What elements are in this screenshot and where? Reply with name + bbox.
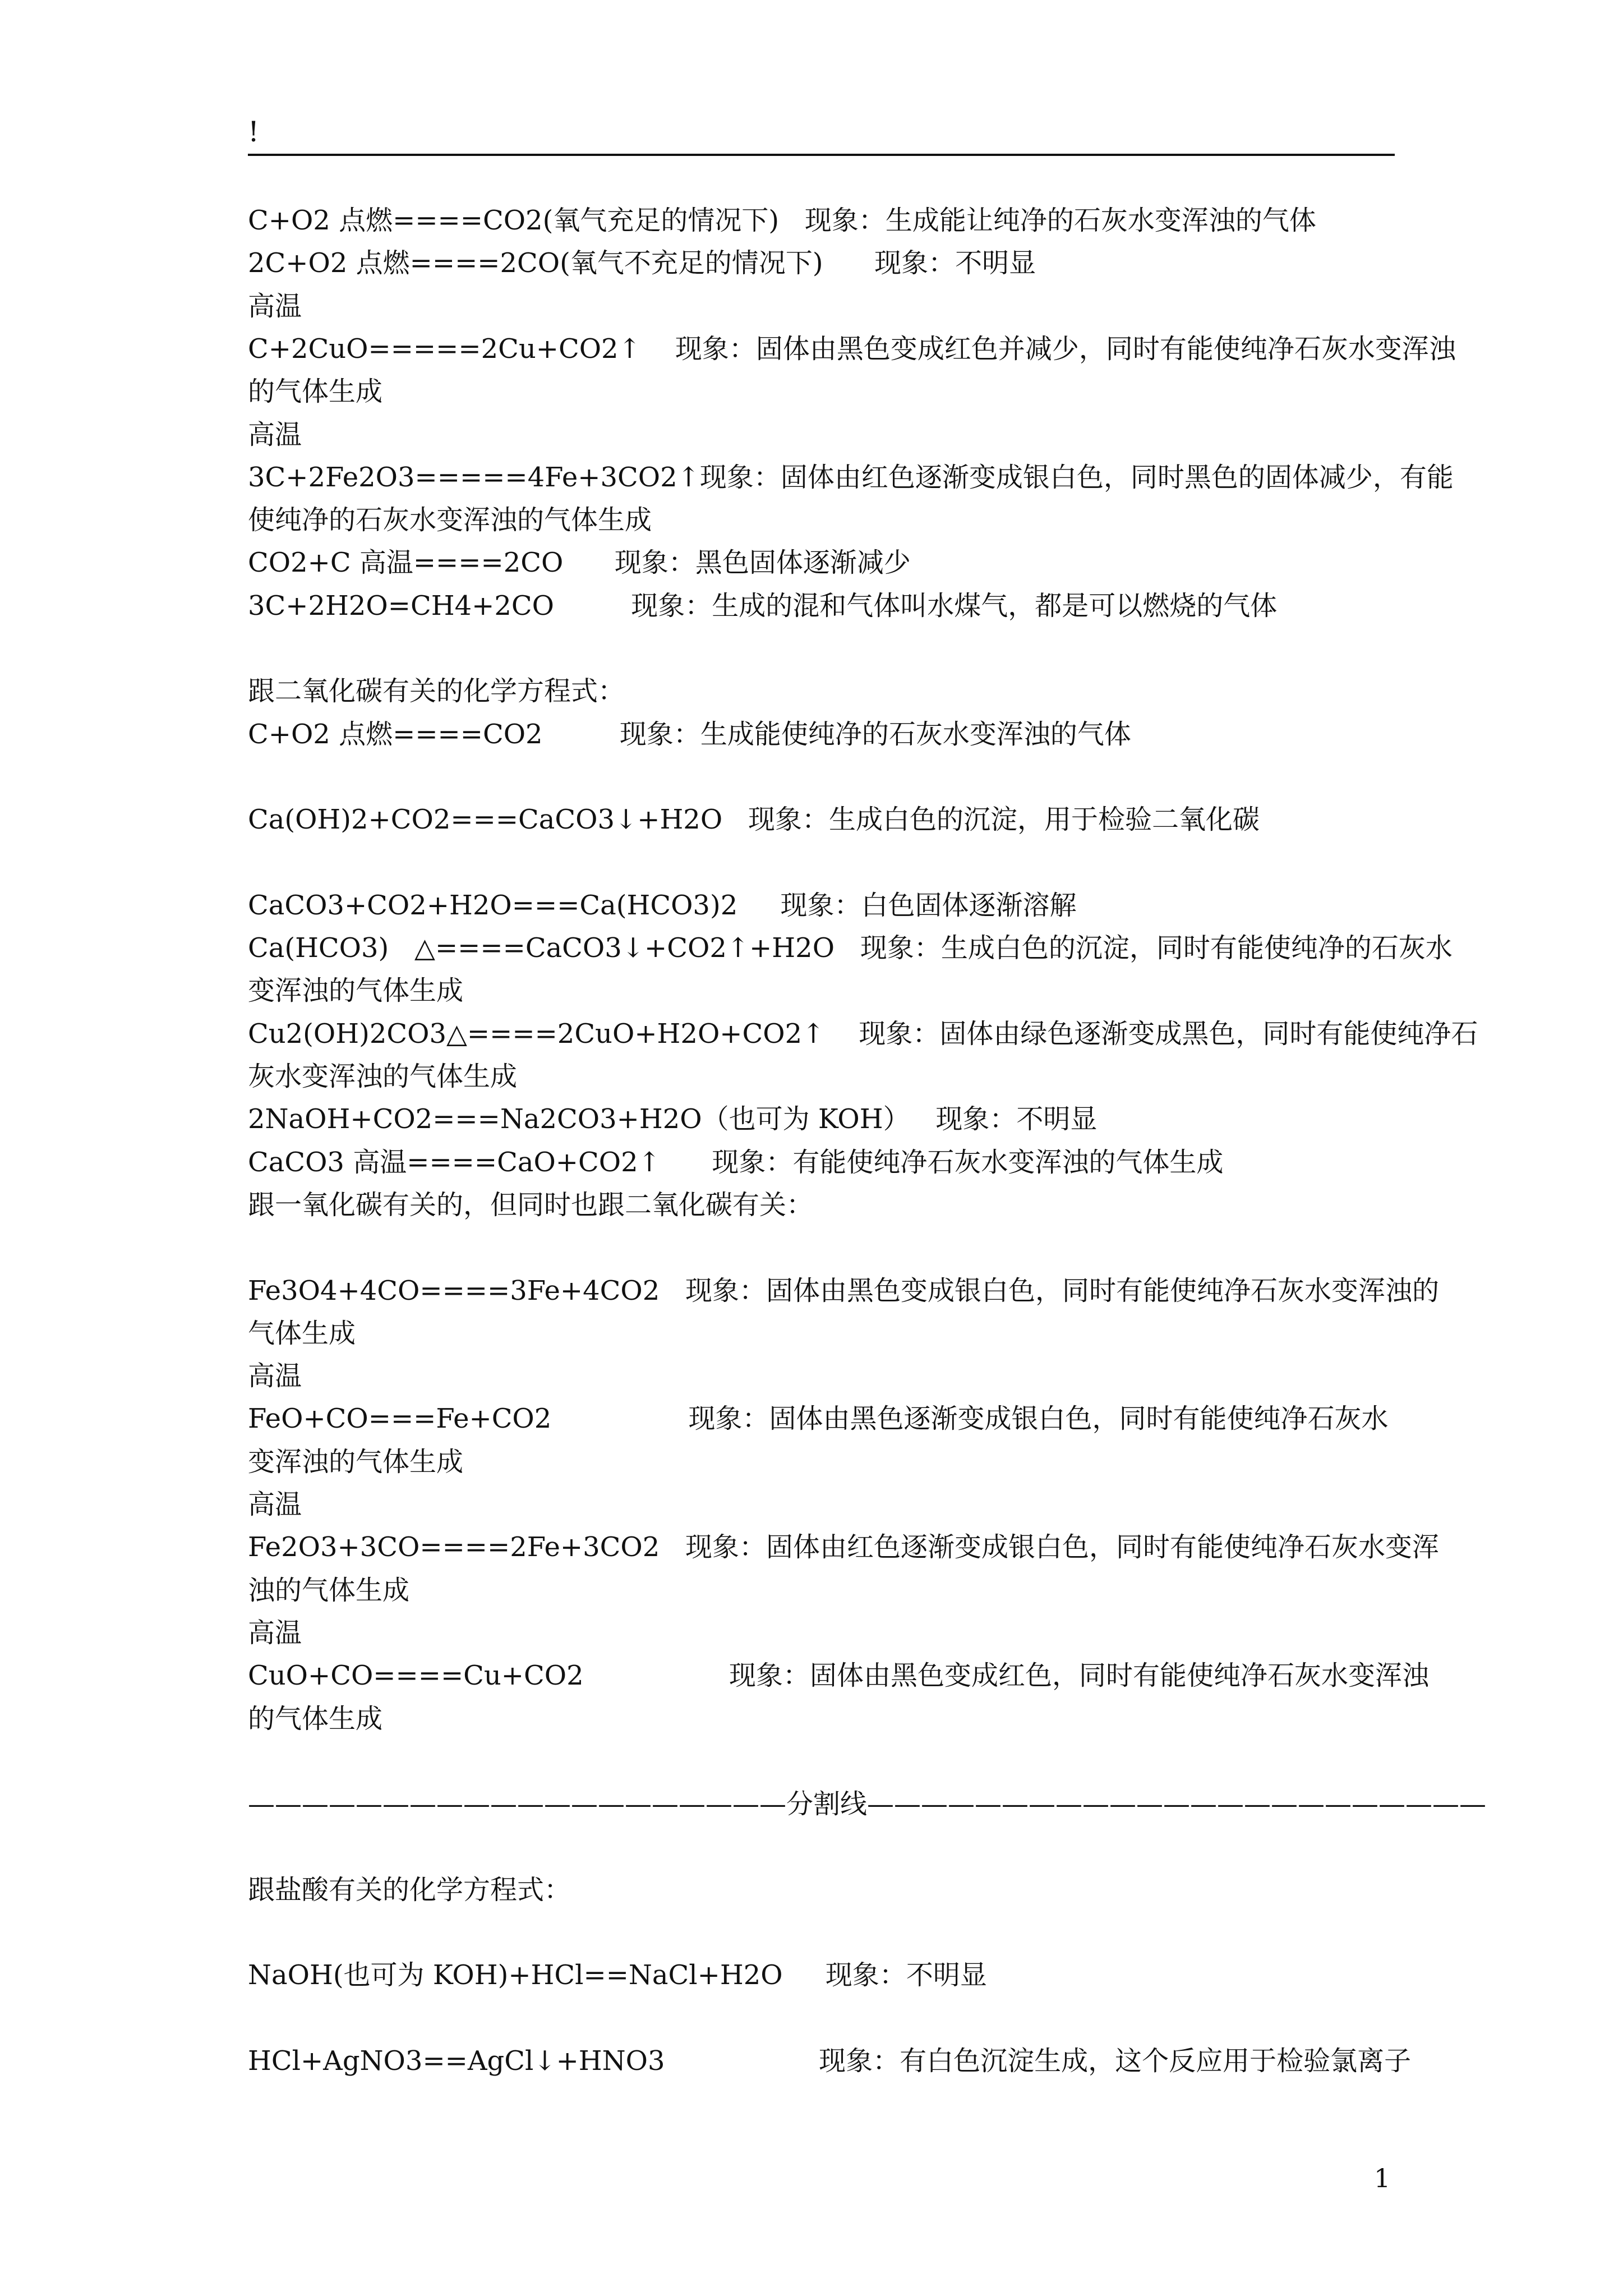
text-line: 变浑浊的气体生成 xyxy=(248,975,464,1006)
text-line: CuO+CO====Cu+CO2 现象：固体由黑色变成红色，同时有能使纯净石灰水变浑浊 xyxy=(248,1660,1430,1691)
text-line xyxy=(248,1230,1395,1265)
text-line: 跟二氧化碳有关的化学方程式： xyxy=(248,675,625,707)
text-line xyxy=(248,2001,1395,2036)
page-number: 1 xyxy=(1374,2163,1391,2193)
text-line: C+O2 点燃====CO2 现象：生成能使纯净的石灰水变浑浊的气体 xyxy=(248,719,1131,750)
text-line: Cu2(OH)2CO3△====2CuO+H2O+CO2↑ 现象：固体由绿色逐渐变成黑色，同时有能使纯净石 xyxy=(248,1018,1478,1050)
text-line: 浊的气体生成 xyxy=(248,1575,410,1606)
text-line: CaCO3+CO2+H2O===Ca(HCO3)2 现象：白色固体逐渐溶解 xyxy=(248,890,1077,921)
text-line: 高温 xyxy=(248,1360,302,1392)
text-line: HCl+AgNO3==AgCl↓+HNO3 现象：有白色沉淀生成，这个反应用于检验氯离子 xyxy=(248,2045,1412,2077)
text-line: NaOH(也可为 KOH)+HCl==NaCl+H2O 现象：不明显 xyxy=(248,1959,987,1991)
text-line: 跟一氧化碳有关的，但同时也跟二氧化碳有关： xyxy=(248,1189,814,1221)
text-line: 3C+2Fe2O3=====4Fe+3CO2↑现象：固体由红色逐渐变成银白色，同时黑色的固体减少，有能 xyxy=(248,462,1454,493)
text-line: Fe2O3+3CO====2Fe+3CO2 现象：固体由红色逐渐变成银白色，同时有能使纯净石灰水变浑 xyxy=(248,1531,1440,1563)
text-line: 变浑浊的气体生成 xyxy=(248,1446,464,1478)
text-line: 跟盐酸有关的化学方程式： xyxy=(248,1874,571,1906)
text-line xyxy=(248,1744,1395,1779)
text-line: 高温 xyxy=(248,291,302,322)
text-line: 2NaOH+CO2===Na2CO3+H2O（也可为 KOH） 现象：不明显 xyxy=(248,1103,1098,1135)
text-line: Ca(HCO3) △====CaCO3↓+CO2↑+H2O 现象：生成白色的沉淀，同时有能使纯净的石灰水 xyxy=(248,932,1453,964)
text-line: FeO+CO===Fe+CO2 现象：固体由黑色逐渐变成银白色，同时有能使纯净石灰水 xyxy=(248,1403,1389,1434)
header-rule xyxy=(248,154,1395,156)
text-line xyxy=(248,631,1395,666)
text-line: Fe3O4+4CO====3Fe+4CO2 现象：固体由黑色变成银白色，同时有能使纯净石灰水变浑浊的 xyxy=(248,1275,1440,1306)
text-line: C+O2 点燃====CO2(氧气充足的情况下) 现象：生成能让纯净的石灰水变浑浊的气体 xyxy=(248,205,1316,236)
text-line: CaCO3 高温====CaO+CO2↑ 现象：有能使纯净石灰水变浑浊的气体生成 xyxy=(248,1147,1224,1178)
text-line: 的气体生成 xyxy=(248,376,383,407)
header-mark: ! xyxy=(248,116,260,148)
text-line: 灰水变浑浊的气体生成 xyxy=(248,1061,518,1092)
text-line xyxy=(248,1829,1395,1864)
text-line xyxy=(248,845,1395,880)
text-line: Ca(OH)2+CO2===CaCO3↓+H2O 现象：生成白色的沉淀，用于检验二氧化碳 xyxy=(248,804,1260,835)
text-line: 高温 xyxy=(248,419,302,450)
text-line: 的气体生成 xyxy=(248,1703,383,1734)
text-line: 2C+O2 点燃====2CO(氧气不充足的情况下) 现象：不明显 xyxy=(248,247,1036,279)
text-line: 高温 xyxy=(248,1617,302,1649)
text-line: 高温 xyxy=(248,1489,302,1520)
text-line: 3C+2H2O=CH4+2CO 现象：生成的混和气体叫水煤气，都是可以燃烧的气体 xyxy=(248,590,1278,622)
text-line: CO2+C 高温====2CO 现象：黑色固体逐渐减少 xyxy=(248,547,911,578)
text-line: 使纯净的石灰水变浑浊的气体生成 xyxy=(248,504,652,536)
text-line: 气体生成 xyxy=(248,1318,356,1349)
text-line xyxy=(248,1915,1395,1950)
text-line xyxy=(248,760,1395,794)
divider-line: ————————————————————分割线——————————————————————— xyxy=(248,1788,1487,1820)
text-line: C+2CuO=====2Cu+CO2↑ 现象：固体由黑色变成红色并减少，同时有能使纯净石灰水变浑浊 xyxy=(248,333,1456,365)
